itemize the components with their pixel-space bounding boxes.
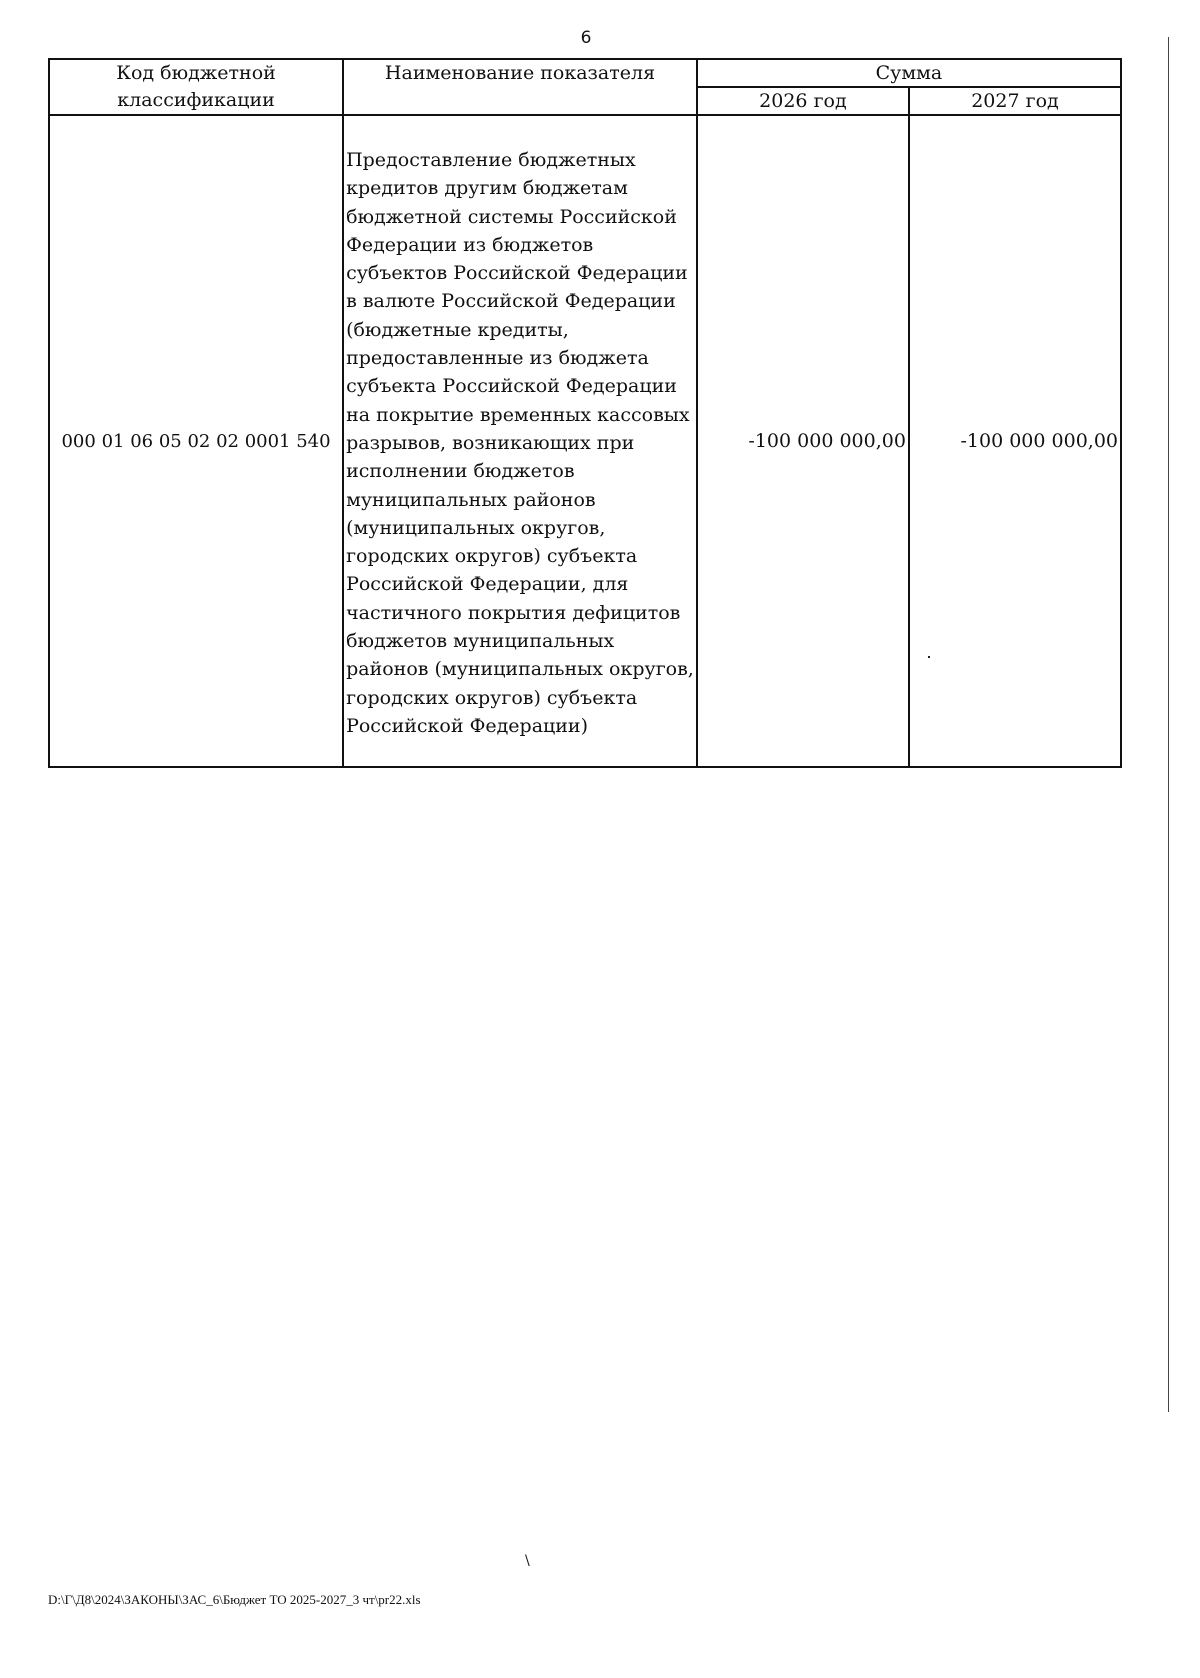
- cell-code: 000 01 06 05 02 02 0001 540: [49, 115, 343, 767]
- cell-sum-2026: -100 000 000,00: [697, 115, 909, 767]
- scan-mark: \: [525, 1553, 530, 1569]
- footer-file-path: D:\Г\Д8\2024\ЗАКОНЫ\ЗАС_6\Бюджет ТО 2025-2027_3 чт\pr22.xls: [48, 1592, 421, 1607]
- header-code: Код бюджетной классификации: [49, 59, 343, 115]
- header-name: Наименование показателя: [343, 59, 697, 115]
- margin-line: [1168, 37, 1169, 1412]
- header-year-2026: 2026 год: [697, 87, 909, 115]
- table-row: [49, 115, 1121, 767]
- budget-table: [48, 58, 1122, 768]
- header-sum: Сумма: [697, 59, 1121, 87]
- cell-sum-2027: -100 000 000,00: [909, 115, 1121, 767]
- cell-name: Предоставление бюджетных кредитов другим бюджетам бюджетной системы Российской Федерации из бюджетов субъектов Российской Федерации в валюте Российской Федерации (бюджетные кредиты, предоставленные из бюджета субъекта Российской Федерации на покрытие временных кассовых разрывов, возникающих при исполнении бюджетов муниципальных районов (муниципальных округов, городских округов) субъекта Российской Федерации, для частичного покрытия дефицитов бюджетов муниципальных районов (муниципальных округов, городских округов) субъекта Российской Федерации): [343, 115, 697, 767]
- scan-speck: [928, 656, 930, 658]
- page-number: 6: [580, 28, 592, 48]
- header-year-2027: 2027 год: [909, 87, 1121, 115]
- table-header-row: [49, 59, 1121, 87]
